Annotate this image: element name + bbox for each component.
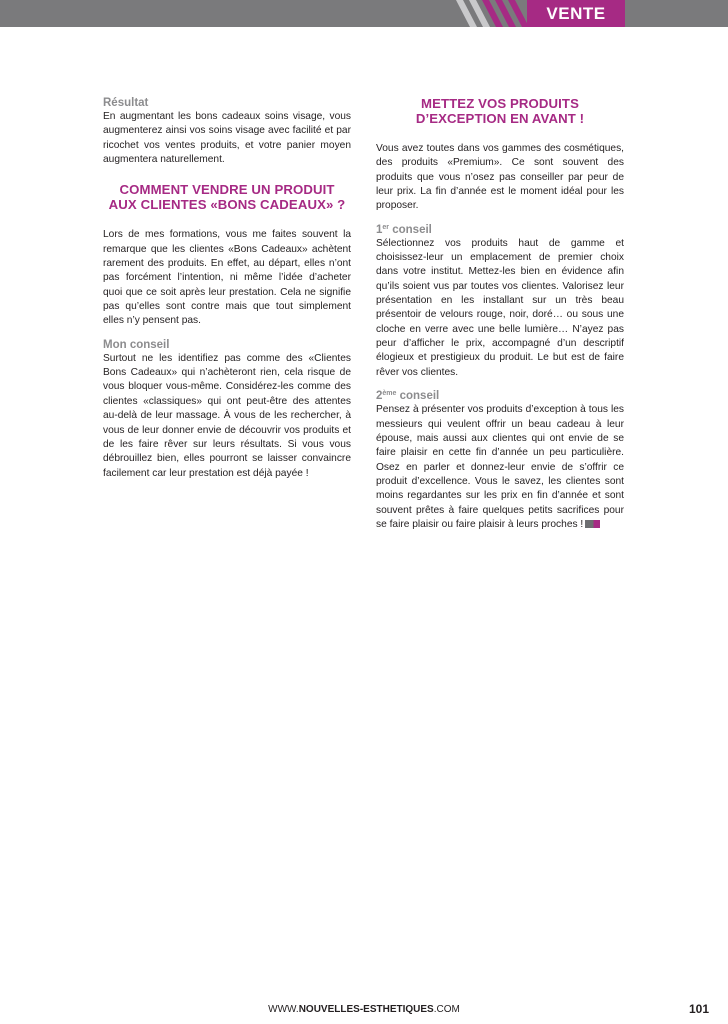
website-url: WWW.NOUVELLES-ESTHETIQUES.COM bbox=[268, 1004, 460, 1015]
resultat-paragraph: En augmentant les bons cadeaux soins visage, vous augmenterez ainsi vos soins visage avec facilité et par ricochet vos ventes produits, et votre panier moyen augmentera naturellement. bbox=[103, 111, 351, 166]
end-of-article-icon bbox=[585, 520, 600, 528]
conseil-2-subheading: 2ème conseil bbox=[376, 390, 440, 403]
heading-line: AUX CLIENTES «BONS CADEAUX» ? bbox=[108, 197, 346, 213]
right-column bbox=[376, 96, 624, 532]
heading-line: COMMENT VENDRE UN PRODUIT bbox=[119, 182, 335, 198]
heading-line: METTEZ VOS PRODUITS bbox=[421, 96, 579, 111]
mon-conseil-subheading: Mon conseil bbox=[103, 338, 170, 351]
left-section-heading bbox=[103, 182, 351, 212]
section-label: VENTE bbox=[527, 0, 625, 27]
intro-paragraph: Lors de mes formations, vous me faites souvent la remarque que les clientes «Bons Cadeaux» achètent rarement des produits. En effet, au départ, elles n’ont pas forcément l’intention, ni même l’idée d’acheter quoi que ce soit après leur prestation. Cela ne signifie pas qu’elles sont contre mais que tout simplement elles n’y pensent pas. bbox=[103, 229, 351, 327]
resultat-subheading: Résultat bbox=[103, 97, 149, 109]
right-section-heading bbox=[376, 96, 624, 126]
conseil-2-paragraph: Pensez à présenter vos produits d’exception à tous les messieurs qui veulent offrir un beau cadeau à leur épouse, mais aussi aux clientes qui ont envie de se faire plaisir en cette fin d’année un peu particulière. Osez en parler et donnez-leur envie de s’offrir ce produit d’excellence. Vous le savez, les clientes sont moins regardantes sur les prix en fin d’année et sont souvent prêtes à faire quelques petits sacrifices pour se faire plaisir ou faire plaisir à leurs proches ! bbox=[376, 404, 624, 530]
mon-conseil-paragraph: Surtout ne les identifiez pas comme des «Clientes Bons Cadeaux» qui n’achèteront rien, cela risque de vous bloquer vous-même. Considérez-les comme des clientes «classiques» qui ont peut-être des attentes au-delà de leur massage. À vous de les rechercher, à vous de leur donner envie de découvrir vos produits et de les faire rêver sur leurs résultats. Si vous vous débrouillez bien, elles pourront se laisser convaincre facilement car leur prestation est déjà payée ! bbox=[103, 352, 351, 479]
conseil-1-paragraph: Sélectionnez vos produits haut de gamme et choisissez-leur un emplacement de premier choix dans votre institut. Mettez-les bien en évidence afin qu’ils soient vus par toutes vos clientes. Valorisez leur présentation en les installant sur un très beau présentoir de velours rouge, noir, doré… ou sous une cloche en verre avec une belle lumière… N’ayez pas peur d’afficher le prix, accompagné d’un descriptif élogieux et prestigieux du produit. Le but est de faire rêver vos clientes. bbox=[376, 237, 624, 378]
left-column bbox=[103, 96, 351, 481]
intro-paragraph: Vous avez toutes dans vos gammes des cosmétiques, des produits «Premium». Ce sont souvent des produits que vous n’osez pas conseiller par peur de leur prix. La fin d’année est le moment idéal pour les proposer. bbox=[376, 143, 624, 212]
conseil-1-subheading: 1er conseil bbox=[376, 223, 432, 236]
page-number: 101 bbox=[688, 1002, 709, 1016]
heading-line: D’EXCEPTION EN AVANT ! bbox=[415, 111, 585, 126]
top-banner bbox=[0, 0, 728, 27]
